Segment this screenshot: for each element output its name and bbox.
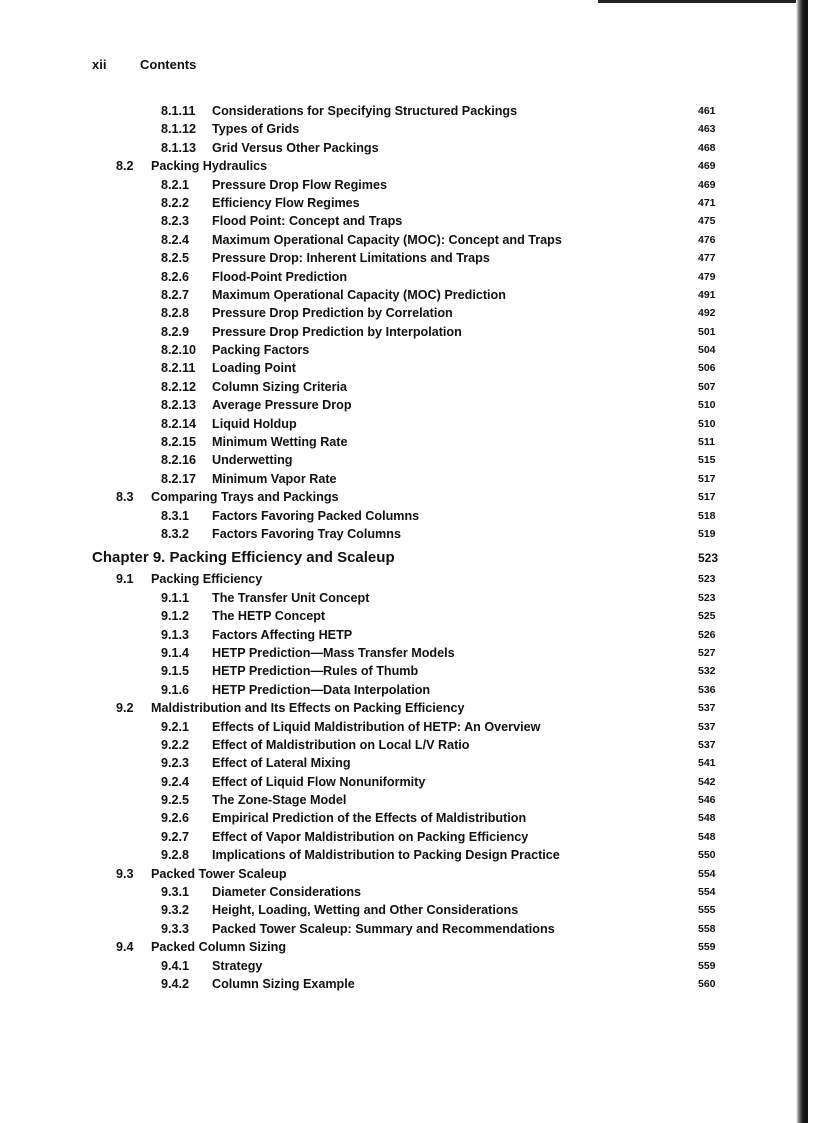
section-title: The HETP Concept [212, 609, 326, 624]
section-number: 8.2.7 [161, 287, 190, 302]
section-title: Empirical Prediction of the Effects of Maldistribution [212, 811, 527, 826]
page-number: 517 [698, 491, 716, 504]
toc-entry [0, 122, 800, 140]
toc-entry [0, 903, 800, 921]
section-title: HETP Prediction—Mass Transfer Models [212, 645, 455, 660]
toc-entry [0, 720, 800, 738]
section-title: Strategy [212, 958, 263, 973]
page-number: 558 [698, 922, 716, 935]
section-title: Packed Tower Scaleup [151, 866, 287, 881]
toc-entry [0, 867, 800, 885]
toc-entry [0, 922, 800, 940]
section-title: Comparing Trays and Packings [151, 490, 339, 505]
section-number: 9.2.7 [161, 829, 190, 844]
page-number: 506 [698, 362, 716, 375]
section-number: 8.1.13 [161, 140, 197, 155]
toc-entry [0, 775, 800, 793]
section-title: Minimum Vapor Rate [212, 471, 337, 486]
toc-entry [0, 380, 800, 398]
toc-entry [0, 628, 800, 646]
page-number: 501 [698, 325, 716, 338]
section-title: HETP Prediction—Data Interpolation [212, 682, 431, 697]
section-title: Liquid Holdup [212, 416, 297, 431]
page-number: 475 [698, 215, 716, 228]
toc-entry [0, 288, 800, 306]
toc-entry [0, 885, 800, 903]
page-number: 560 [698, 977, 716, 990]
page-number: 479 [698, 270, 716, 283]
section-number: 9.2 [116, 701, 134, 716]
toc-entry [0, 940, 800, 958]
page-number: 537 [698, 702, 716, 715]
toc-entry [0, 830, 800, 848]
section-number: 9.3.3 [161, 921, 190, 936]
toc-entry [0, 664, 800, 682]
section-number: 9.2.4 [161, 774, 190, 789]
section-title: HETP Prediction—Rules of Thumb [212, 664, 419, 679]
page-number: 527 [698, 646, 716, 659]
section-title: Pressure Drop Flow Regimes [212, 177, 387, 192]
section-number: 8.2.10 [161, 343, 197, 358]
page-number: 542 [698, 775, 716, 788]
section-number: 8.2.9 [161, 324, 190, 339]
page-number: 523 [698, 573, 716, 586]
toc-entry [0, 959, 800, 977]
toc-entry [0, 683, 800, 701]
section-title: Factors Affecting HETP [212, 627, 353, 642]
page-number: 559 [698, 959, 716, 972]
page-number: 515 [698, 454, 716, 467]
section-title: The Zone-Stage Model [212, 793, 347, 808]
toc-entry [0, 738, 800, 756]
toc-entry [0, 159, 800, 177]
toc-entry [0, 343, 800, 361]
section-title: Underwetting [212, 453, 293, 468]
section-number: 9.3 [116, 866, 134, 881]
section-title: Effect of Maldistribution on Local L/V Ratio [212, 737, 470, 752]
section-title: Considerations for Specifying Structured Packings [212, 104, 518, 118]
section-number: 8.2.6 [161, 269, 190, 284]
section-number: 9.1.2 [161, 609, 190, 624]
toc-entry [0, 417, 800, 435]
section-title: Packed Tower Scaleup: Summary and Recommendations [212, 921, 555, 936]
section-number: 8.3 [116, 490, 134, 505]
page-number: 461 [698, 105, 716, 117]
page-number: 468 [698, 141, 716, 154]
section-number: 8.2.15 [161, 435, 197, 450]
section-title: Grid Versus Other Packings [212, 140, 379, 155]
section-title: Minimum Wetting Rate [212, 435, 348, 450]
section-number: 8.2.11 [161, 361, 196, 376]
section-title: Factors Favoring Packed Columns [212, 508, 420, 523]
page-number: 504 [698, 344, 716, 357]
page-number: 525 [698, 610, 716, 623]
section-number: 8.2.3 [161, 214, 190, 229]
page-number: 491 [698, 288, 716, 301]
section-title: Packing Efficiency [151, 572, 263, 587]
section-number: 8.2.5 [161, 251, 190, 266]
page-number: 463 [698, 123, 716, 136]
page-number: 507 [698, 380, 716, 393]
page-number: 548 [698, 812, 716, 825]
section-number: 8.2.12 [161, 379, 197, 394]
section-title: Loading Point [212, 361, 296, 376]
section-number: 8.2.1 [161, 177, 190, 192]
section-title: Effect of Vapor Maldistribution on Packing Efficiency [212, 829, 529, 844]
section-number: 8.2.8 [161, 306, 190, 321]
toc-entry [0, 196, 800, 214]
section-number: 9.4.2 [161, 976, 190, 991]
section-number: 8.1.12 [161, 122, 197, 137]
section-title: Packing Factors [212, 343, 310, 358]
page-number: 536 [698, 683, 716, 696]
page-number: 477 [698, 252, 716, 265]
page-number: 532 [698, 665, 716, 678]
page-number: 541 [698, 757, 716, 770]
section-number: 9.1.3 [161, 627, 190, 642]
section-title: Maldistribution and Its Effects on Packing Efficiency [151, 701, 465, 716]
toc-chapter-entry [0, 549, 800, 572]
page-number: 518 [698, 509, 716, 522]
section-title: Pressure Drop Prediction by Interpolation [212, 324, 462, 339]
toc-entry [0, 270, 800, 288]
section-number: 8.2.16 [161, 453, 197, 468]
section-title: Average Pressure Drop [212, 398, 352, 413]
toc-entry [0, 251, 800, 269]
page-number: 517 [698, 472, 716, 485]
header-title: Contents [140, 57, 197, 72]
section-title: Effect of Lateral Mixing [212, 756, 351, 771]
section-title: Flood Point: Concept and Traps [212, 214, 403, 229]
section-title: Pressure Drop: Inherent Limitations and Traps [212, 251, 490, 266]
page-number: 554 [698, 867, 716, 880]
section-title: Column Sizing Example [212, 976, 355, 991]
section-title: Diameter Considerations [212, 885, 362, 900]
toc-entry [0, 214, 800, 232]
page-number: 492 [698, 307, 716, 320]
section-title: Factors Favoring Tray Columns [212, 526, 401, 541]
section-number: 8.2.17 [161, 471, 197, 486]
toc-entry [0, 178, 800, 196]
toc-entry [0, 811, 800, 829]
section-title: Effect of Liquid Flow Nonuniformity [212, 774, 426, 789]
section-number: 9.1.6 [161, 682, 190, 697]
toc-entry [0, 325, 800, 343]
toc-entry [0, 306, 800, 324]
section-title: Pressure Drop Prediction by Correlation [212, 306, 453, 321]
section-number: 9.2.3 [161, 756, 190, 771]
table-of-contents [0, 104, 800, 995]
section-number: 8.1.11 [161, 104, 196, 118]
toc-entry [0, 453, 800, 471]
section-number: 8.2.2 [161, 195, 190, 210]
section-number: 9.4.1 [161, 958, 190, 973]
section-number: 9.1.1 [161, 590, 190, 605]
toc-entry [0, 435, 800, 453]
toc-entry [0, 848, 800, 866]
section-number: 8.2.4 [161, 232, 190, 247]
toc-entry [0, 398, 800, 416]
toc-entry [0, 490, 800, 508]
section-number: 9.2.5 [161, 793, 190, 808]
page-number: 519 [698, 527, 716, 540]
section-number: 8.3.1 [161, 508, 190, 523]
page-number: 526 [698, 628, 716, 641]
section-title: Effects of Liquid Maldistribution of HETP: An Overview [212, 719, 541, 734]
section-number: 9.3.1 [161, 885, 190, 900]
page-number: 550 [698, 849, 716, 862]
section-number: 8.3.2 [161, 526, 190, 541]
page-number: 555 [698, 904, 716, 917]
section-title: Chapter 9. Packing Efficiency and Scaleup [92, 549, 395, 567]
page-number: 554 [698, 886, 716, 899]
section-number: 9.2.2 [161, 737, 190, 752]
section-number: 9.1 [116, 572, 134, 587]
section-number: 9.2.6 [161, 811, 190, 826]
page-number: 511 [698, 436, 715, 449]
toc-entry [0, 509, 800, 527]
section-number: 9.3.2 [161, 903, 190, 918]
toc-entry [0, 701, 800, 719]
toc-entry [0, 472, 800, 490]
section-title: Efficiency Flow Regimes [212, 195, 360, 210]
page-number: 471 [698, 196, 716, 209]
page-number: 469 [698, 178, 716, 191]
section-title: Packed Column Sizing [151, 940, 287, 955]
toc-entry [0, 527, 800, 545]
section-title: Implications of Maldistribution to Packing Design Practice [212, 848, 560, 863]
page-number: 537 [698, 720, 716, 733]
section-title: Column Sizing Criteria [212, 379, 348, 394]
header-page-number: xii [92, 57, 107, 72]
section-number: 9.2.8 [161, 848, 190, 863]
section-number: 9.4 [116, 940, 134, 955]
page-number: 476 [698, 233, 716, 246]
page-number: 523 [698, 551, 719, 566]
page-number: 546 [698, 794, 716, 807]
toc-entry [0, 793, 800, 811]
section-number: 9.1.4 [161, 645, 190, 660]
page-number: 537 [698, 738, 716, 751]
page-number: 510 [698, 399, 716, 412]
toc-entry [0, 756, 800, 774]
scan-edge-top [598, 0, 798, 3]
section-title: Flood-Point Prediction [212, 269, 348, 284]
page-number: 548 [698, 830, 716, 843]
toc-entry [0, 646, 800, 664]
toc-entry [0, 609, 800, 627]
toc-entry [0, 591, 800, 609]
running-header [92, 57, 196, 72]
section-title: The Transfer Unit Concept [212, 590, 370, 605]
section-number: 8.2.13 [161, 398, 197, 413]
section-number: 9.1.5 [161, 664, 190, 679]
section-number: 8.2.14 [161, 416, 197, 431]
section-title: Maximum Operational Capacity (MOC): Concept and Traps [212, 232, 562, 247]
toc-entry [0, 141, 800, 159]
section-title: Height, Loading, Wetting and Other Considerations [212, 903, 519, 918]
page-number: 559 [698, 941, 716, 954]
section-number: 8.2 [116, 159, 134, 174]
toc-entry [0, 233, 800, 251]
toc-entry [0, 572, 800, 590]
page-number: 510 [698, 417, 716, 430]
section-number: 9.2.1 [161, 719, 190, 734]
section-title: Types of Grids [212, 122, 300, 137]
section-title: Packing Hydraulics [151, 159, 268, 174]
section-title: Maximum Operational Capacity (MOC) Prediction [212, 287, 506, 302]
page-number: 469 [698, 160, 716, 173]
toc-entry [0, 977, 800, 995]
toc-entry [0, 104, 800, 122]
toc-entry [0, 361, 800, 379]
page-number: 523 [698, 591, 716, 604]
